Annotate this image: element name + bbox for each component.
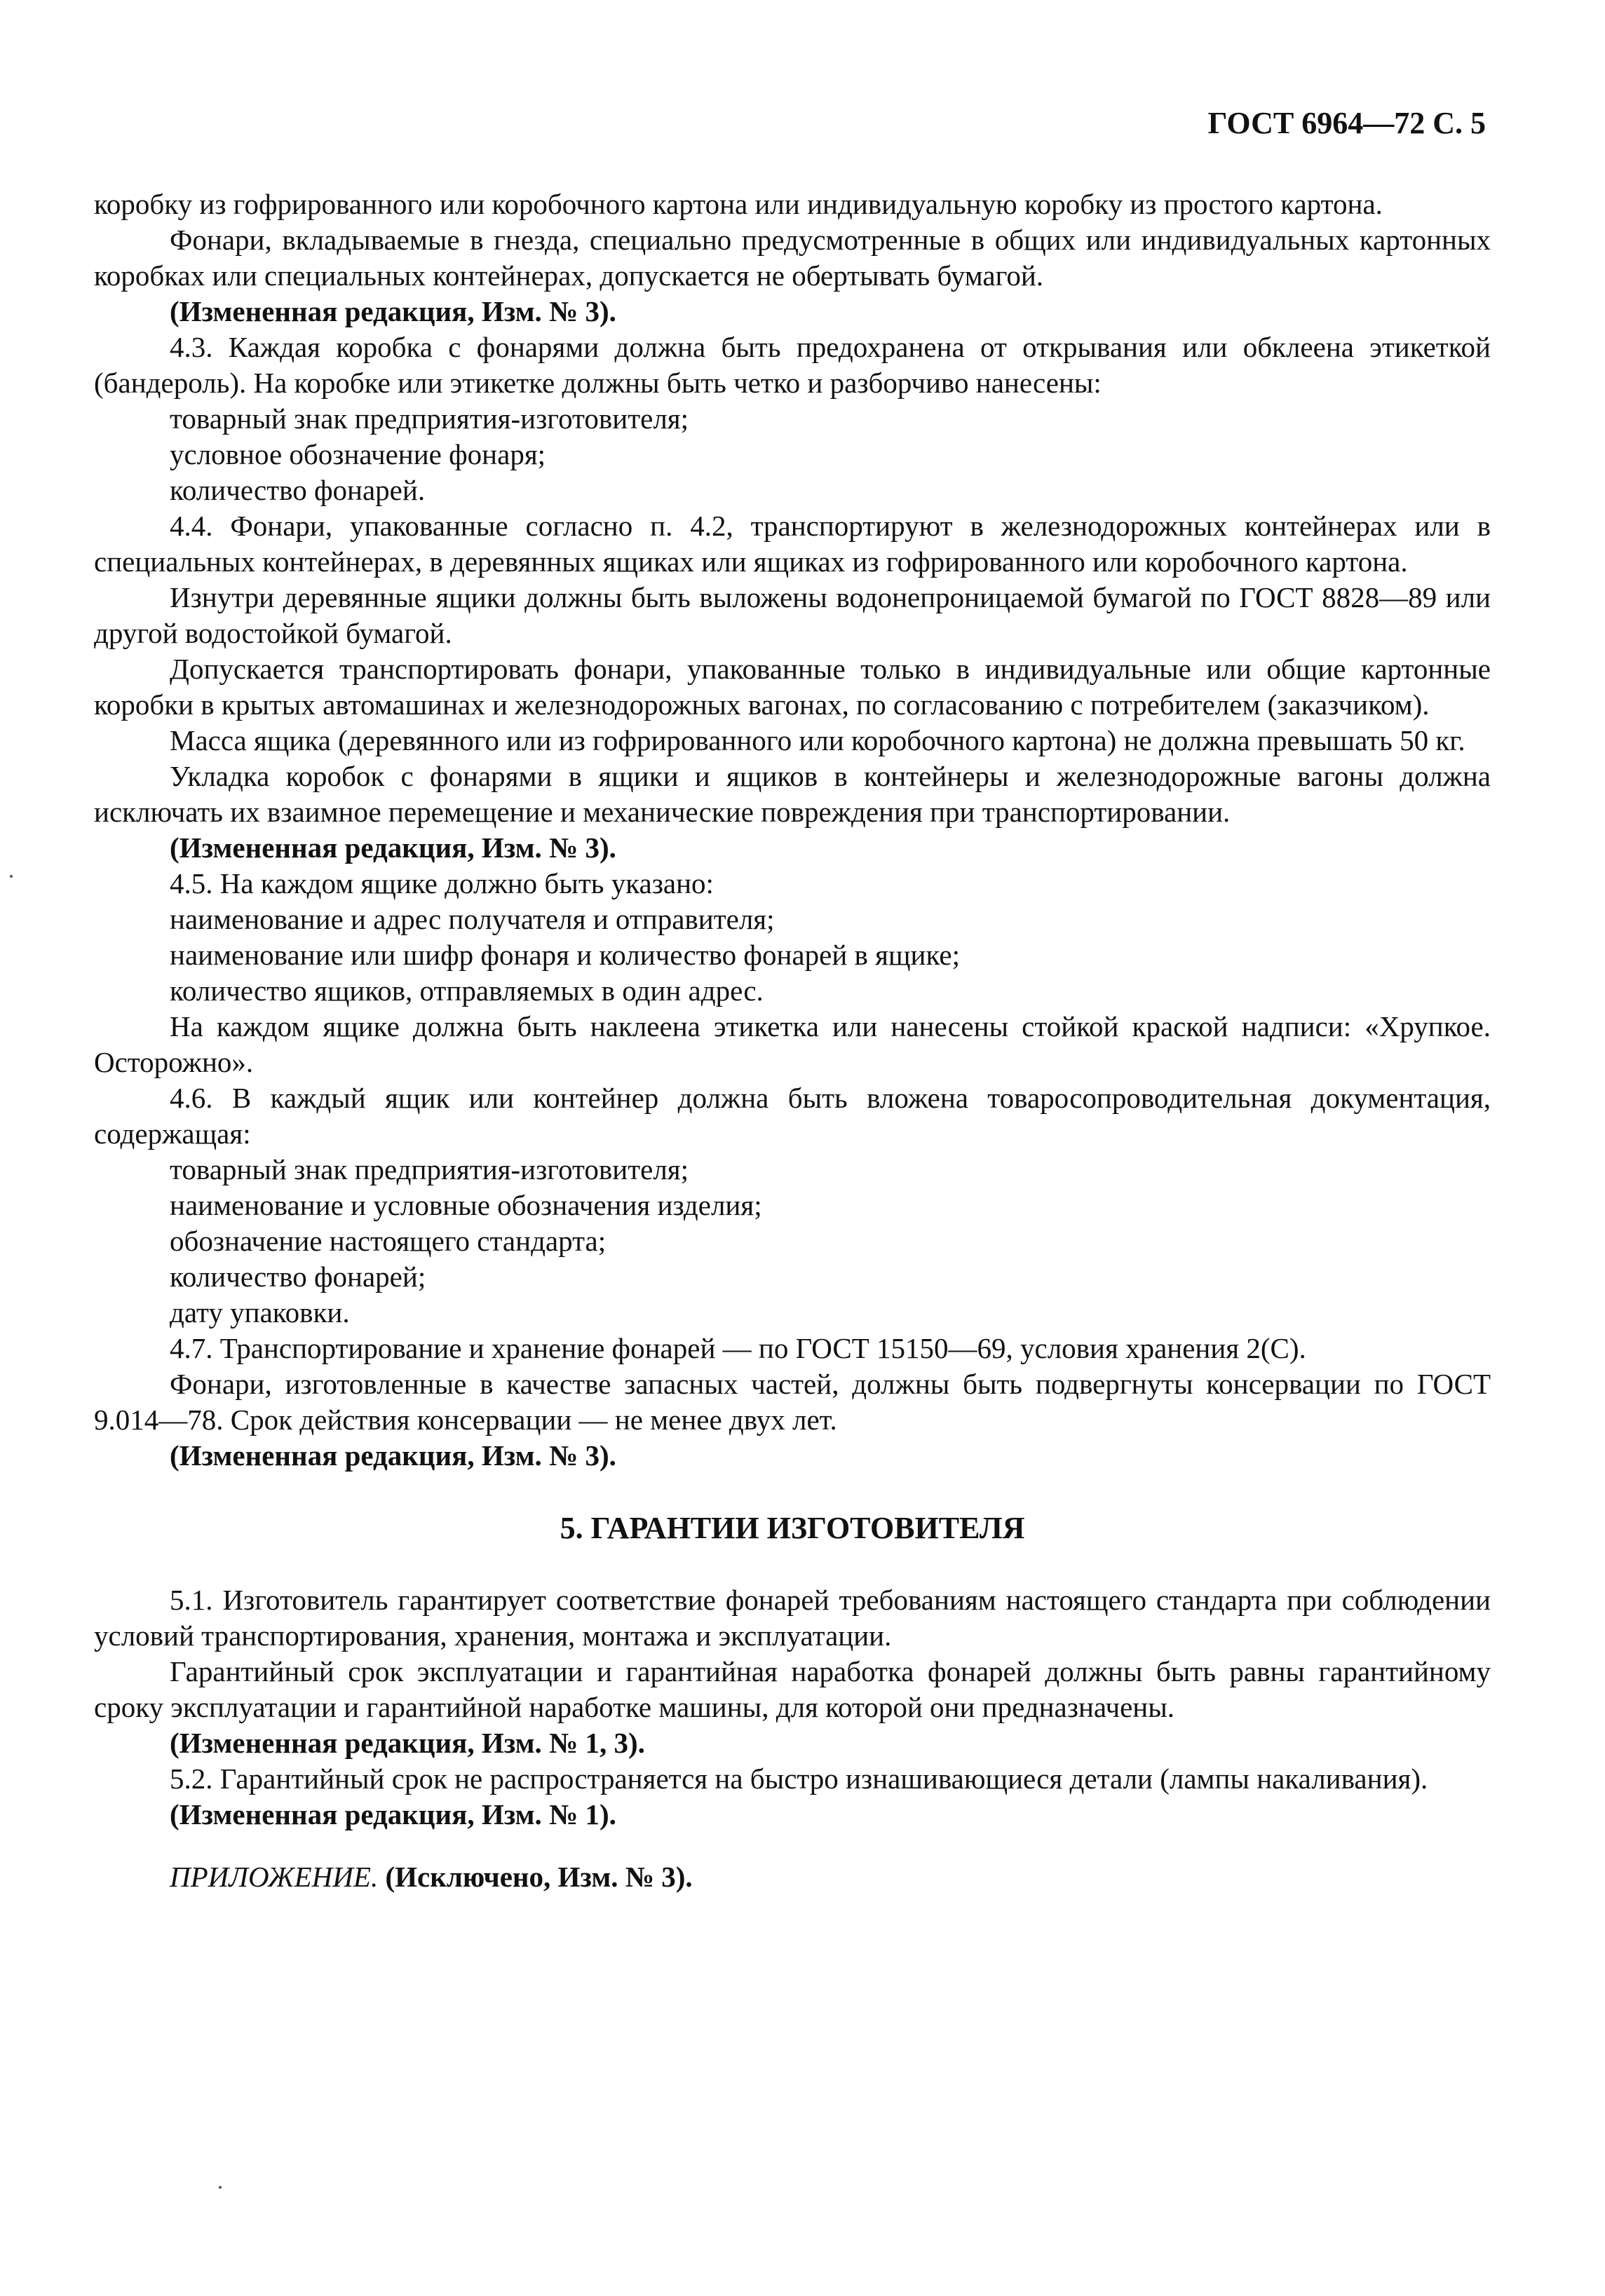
list-item: условное обозначение фонаря; [170, 438, 546, 470]
amendment-note: (Измененная редакция, Изм. № 1). [170, 1798, 616, 1830]
clause-4-5: 4.5. На каждом ящике должно быть указано: [170, 867, 714, 899]
document-body [94, 186, 1491, 1895]
paragraph: Гарантийный срок эксплуатации и гарантийная наработка фонарей должны быть равны гарантийному сроку эксплуатации и гарантийной наработке машины, для которой они предназначены. [94, 1655, 1491, 1723]
clause-4-3: 4.3. Каждая коробка с фонарями должна быть предохранена от открывания или обклеена этикеткой (бандероль). На коробке или этикетке должны быть четко и разборчиво нанесены: [94, 331, 1491, 399]
clause-4-4: 4.4. Фонари, упакованные согласно п. 4.2, транспортируют в железнодорожных контейнерах или в специальных контейнерах, в деревянных ящиках или ящиках из гофрированного или коробочного картона. [94, 510, 1491, 578]
paragraph: Укладка коробок с фонарями в ящики и ящиков в контейнеры и железнодорожные вагоны должна исключать их взаимное перемещение и механические повреждения при транспортировании. [94, 760, 1491, 828]
appendix-note [94, 1859, 1491, 1895]
appendix-label: ПРИЛОЖЕНИЕ. [170, 1861, 379, 1893]
page-header: ГОСТ 6964—72 С. 5 [1207, 106, 1486, 140]
list-item: дату упаковки. [170, 1296, 350, 1329]
list-item: наименование и адрес получателя и отправителя; [170, 903, 775, 935]
list-item: товарный знак предприятия-изготовителя; [170, 402, 689, 435]
paragraph: Допускается транспортировать фонари, упакованные только в индивидуальные или общие картонные коробки в крытых автомашинах и железнодорожных вагонах, по согласованию с потребителем (заказчиком). [94, 653, 1491, 721]
clause-4-7: 4.7. Транспортирование и хранение фонарей — по ГОСТ 15150—69, условия хранения 2(С). [170, 1332, 1306, 1364]
amendment-note: (Измененная редакция, Изм. № 3). [170, 831, 616, 864]
paragraph: Фонари, вкладываемые в гнезда, специально предусмотренные в общих или индивидуальных картонных коробках или специальных контейнерах, допускается не обертывать бумагой. [94, 224, 1491, 292]
paragraph: Фонари, изготовленные в качестве запасных частей, должны быть подвергнуты консервации по ГОСТ 9.014—78. Срок действия консервации — не менее двух лет. [94, 1368, 1491, 1436]
appendix-status: (Исключено, Изм. № 3). [385, 1861, 693, 1893]
amendment-note: (Измененная редакция, Изм. № 1, 3). [170, 1727, 645, 1759]
list-item: обозначение настоящего стандарта; [170, 1225, 607, 1257]
paragraph: На каждом ящике должна быть наклеена этикетка или нанесены стойкой краской надписи: «Хрупкое. Осторожно». [94, 1010, 1491, 1078]
clause-5-2: 5.2. Гарантийный срок не распространяется на быстро изнашивающиеся детали (лампы накаливания). [170, 1762, 1428, 1795]
paragraph: Изнутри деревянные ящики должны быть выложены водонепроницаемой бумагой по ГОСТ 8828—89 или другой водостойкой бумагой. [94, 581, 1491, 649]
paragraph: коробку из гофрированного или коробочного картона или индивидуальную коробку из простого картона. [94, 188, 1383, 220]
list-item: товарный знак предприятия-изготовителя; [170, 1153, 689, 1186]
list-item: количество фонарей. [170, 474, 426, 506]
scan-speck [219, 2186, 222, 2189]
list-item: количество ящиков, отправляемых в один адрес. [170, 974, 764, 1007]
clause-4-6: 4.6. В каждый ящик или контейнер должна быть вложена товаросопроводительная документация, содержащая: [94, 1082, 1491, 1150]
amendment-note: (Измененная редакция, Изм. № 3). [170, 295, 616, 327]
list-item: наименование и условные обозначения изделия; [170, 1189, 762, 1221]
scan-speck [10, 875, 13, 878]
clause-5-1: 5.1. Изготовитель гарантирует соответствие фонарей требованиям настоящего стандарта при соблюдении условий транспортирования, хранения, монтажа и эксплуатации. [94, 1584, 1491, 1652]
list-item: наименование или шифр фонаря и количество фонарей в ящике; [170, 939, 960, 971]
section-5-heading: 5. ГАРАНТИИ ИЗГОТОВИТЕЛЯ [560, 1511, 1025, 1545]
amendment-note: (Измененная редакция, Изм. № 3). [170, 1439, 616, 1472]
paragraph: Масса ящика (деревянного или из гофрированного или коробочного картона) не должна превышать 50 кг. [170, 724, 1465, 756]
list-item: количество фонарей; [170, 1261, 426, 1293]
